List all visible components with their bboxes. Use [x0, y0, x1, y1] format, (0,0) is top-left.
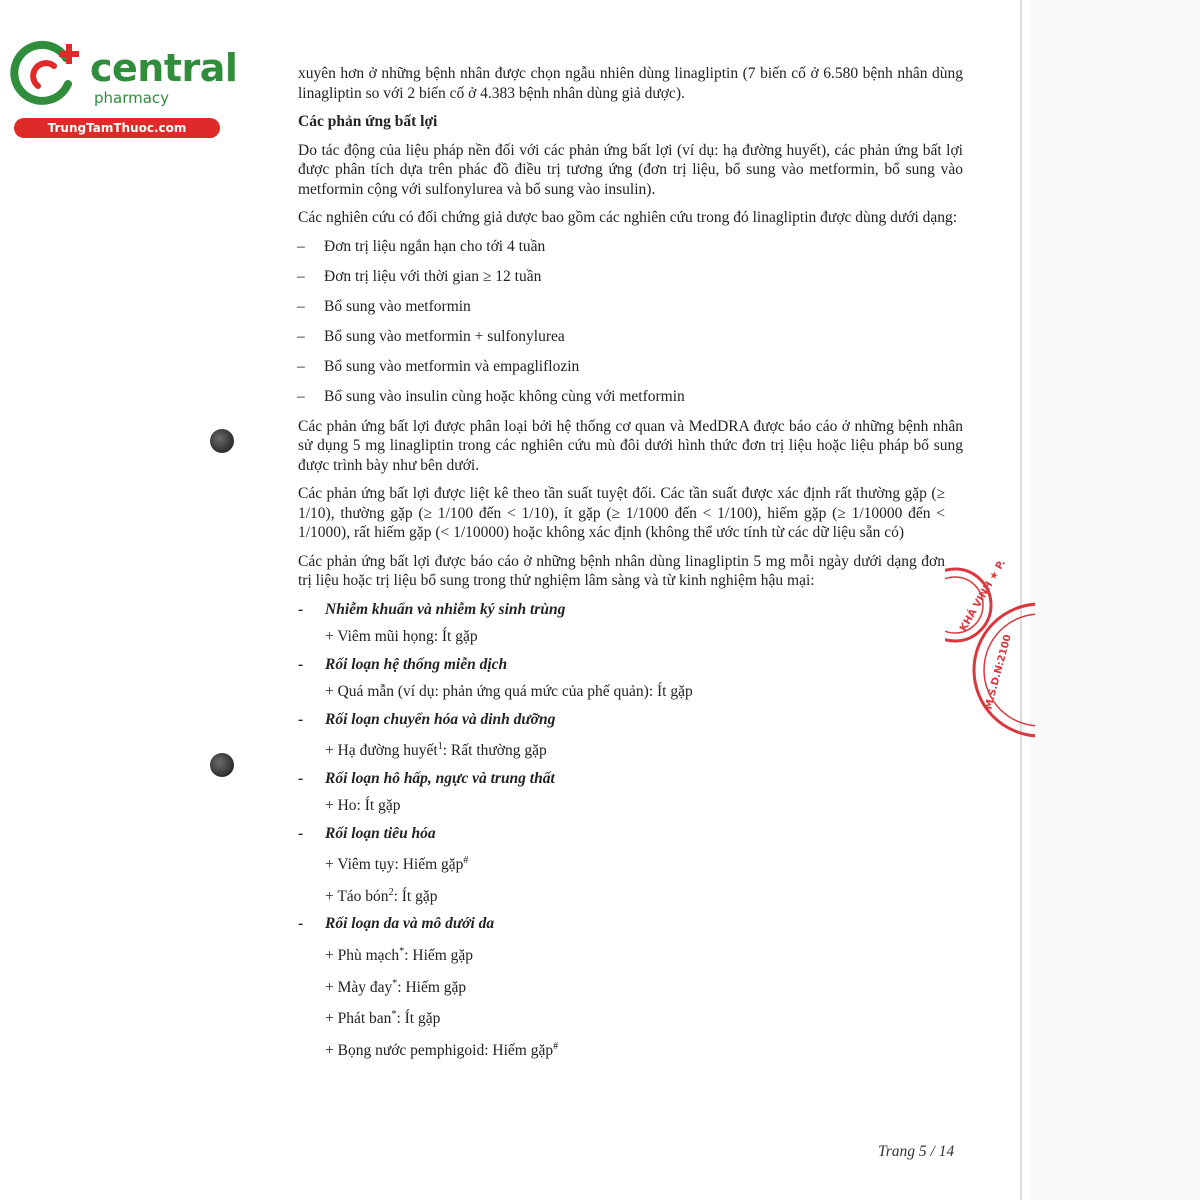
study-type-list	[298, 237, 963, 407]
reaction-frequency: : Ít gặp	[393, 887, 438, 905]
reaction-text: + Bọng nước pemphigoid: Hiếm gặp	[325, 1042, 554, 1060]
page-number: Trang 5 / 14	[878, 1143, 955, 1160]
footnote-mark: #	[553, 1040, 559, 1052]
list-item: – Đơn trị liệu ngắn hạn cho tới 4 tuần	[297, 237, 963, 257]
reaction-item	[298, 1037, 963, 1061]
list-item: – Bổ sung vào metformin + sulfonylurea	[297, 327, 963, 347]
list-item: – Bổ sung vào metformin	[297, 297, 963, 317]
list-item: – Bổ sung vào metformin và empagliflozin	[297, 357, 963, 377]
paragraph-4: Các phản ứng bất lợi được liệt kê theo tần suất tuyệt đối. Các tần suất được xác định rất thường gặp (≥ 1/10), thường gặp (≥ 1/100 đến < 1/10), ít gặp (≥ 1/1000 đến < 1/100), hiếm gặp (≥ 1/10000 đến < 1/1000), rất hiếm gặp (< 1/10000) hoặc không xác định (không thể ước tính từ các dữ liệu sẵn có)	[298, 485, 945, 541]
reaction-text: + Viêm tụy: Hiếm gặp	[325, 856, 464, 874]
list-item: – Đơn trị liệu với thời gian ≥ 12 tuần	[297, 267, 963, 287]
category-heading: - Rối loạn hô hấp, ngực và trung thất	[298, 769, 963, 789]
footnote-mark: *	[391, 1009, 397, 1021]
intro-paragraph: xuyên hơn ở những bệnh nhân được chọn ngẫu nhiên dùng linagliptin (7 biến cố ở 6.580 bệnh nhân dùng linagliptin so với 2 biến cố ở 4.383 bệnh nhân dùng giả dược).	[298, 65, 963, 102]
reaction-item: + Ho: Ít gặp	[325, 797, 401, 815]
central-pharmacy-logo[interactable]	[10, 38, 238, 138]
category-heading: - Nhiễm khuẩn và nhiễm ký sinh trùng	[298, 600, 963, 620]
list-item: – Bổ sung vào insulin cùng hoặc không cùng với metformin	[297, 387, 963, 407]
logo-brand: central	[90, 46, 238, 90]
stamp-text-b: M.S.D.N:2100	[983, 633, 1014, 711]
pharmacy-ring-icon	[10, 38, 80, 108]
reaction-text: + Hạ đường huyết	[325, 742, 438, 760]
document-body	[298, 64, 963, 1069]
reaction-frequency: : Hiếm gặp	[404, 947, 474, 965]
section-heading: Các phản ứng bất lợi	[298, 113, 438, 130]
reaction-item	[298, 851, 963, 875]
reaction-text: + Phát ban	[325, 1010, 392, 1028]
paragraph-3: Các phản ứng bất lợi được phân loại bởi hệ thống cơ quan và MedDRA được báo cáo ở những bệnh nhân sử dụng 5 mg linagliptin trong các nghiên cứu mù đôi dưới hình thức đơn trị liệu hoặc liệu pháp bổ sung được trình bày như bên dưới.	[298, 417, 963, 474]
footnote-mark: 1	[437, 741, 443, 752]
footnote-mark: *	[392, 977, 398, 989]
category-heading: - Rối loạn tiêu hóa	[298, 824, 963, 844]
reaction-item	[298, 1005, 963, 1029]
company-stamp	[945, 520, 1035, 760]
footnote-mark: *	[399, 945, 405, 957]
reaction-item: + Viêm mũi họng: Ít gặp	[325, 628, 478, 645]
category-heading: - Rối loạn hệ thống miễn dịch	[298, 655, 963, 675]
punch-hole-bottom	[210, 753, 234, 777]
paragraph-2: Các nghiên cứu có đối chứng giả dược bao gồm các nghiên cứu trong đó linagliptin được dùng dưới dạng:	[298, 209, 958, 226]
footnote-mark: #	[463, 855, 469, 867]
reaction-item	[298, 883, 963, 907]
reaction-frequency: : Hiếm gặp	[397, 978, 467, 996]
reaction-text: + Phù mạch	[325, 947, 400, 965]
punch-hole-top	[210, 429, 234, 453]
reaction-item: + Quá mẫn (ví dụ: phản ứng quá mức của phế quản): Ít gặp	[325, 683, 693, 700]
logo-sub: pharmacy	[94, 89, 170, 107]
adjacent-page	[1030, 0, 1200, 1200]
logo-site-link[interactable]: TrungTamThuoc.com	[14, 118, 220, 138]
category-heading: - Rối loạn chuyển hóa và dinh dưỡng	[298, 710, 963, 730]
stamp-text-a: KHÁ VINH ★ P.	[958, 558, 1008, 634]
reaction-item	[298, 974, 963, 998]
paragraph-1: Do tác động của liệu pháp nền đối với các phản ứng bất lợi (ví dụ: hạ đường huyết), các phản ứng bất lợi được phân tích dựa trên phác đồ điều trị tương ứng (đơn trị liệu, bổ sung vào metformin, bổ sung vào metformin cộng với sulfonylurea và bổ sung vào insulin).	[298, 141, 963, 198]
reaction-frequency: : Ít gặp	[396, 1010, 441, 1028]
paragraph-5: Các phản ứng bất lợi được báo cáo ở những bệnh nhân dùng linagliptin 5 mg mỗi ngày dưới dạng đơn trị liệu hoặc trị liệu bổ sung trong thử nghiệm lâm sàng và từ kinh nghiệm hậu mại:	[298, 552, 945, 589]
reaction-text: + Táo bón	[325, 887, 389, 905]
reaction-item	[298, 942, 963, 966]
reaction-item	[298, 737, 963, 761]
footnote-mark: 2	[388, 886, 394, 898]
category-heading: - Rối loạn da và mô dưới da	[298, 914, 963, 934]
reaction-text: + Mày đay	[325, 978, 393, 996]
reaction-frequency: : Rất thường gặp	[442, 742, 547, 760]
